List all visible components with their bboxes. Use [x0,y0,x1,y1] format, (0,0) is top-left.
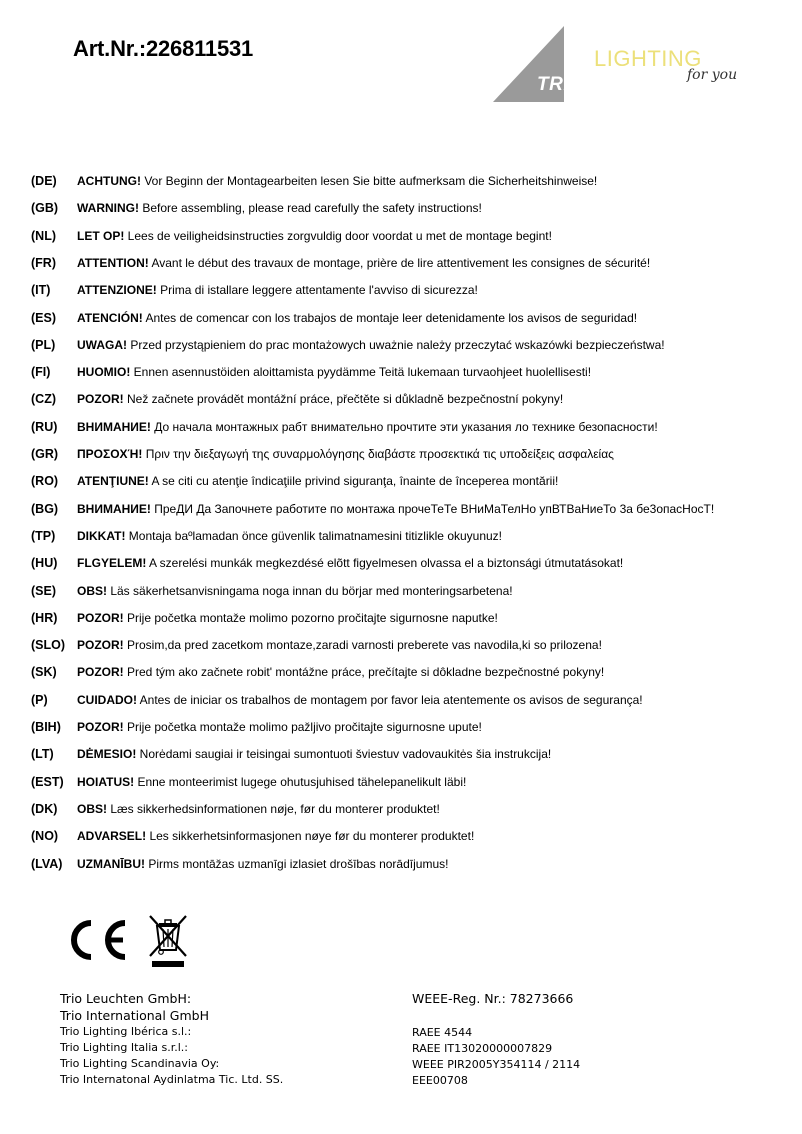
language-code: (TP) [31,528,56,543]
logo-brand: TRIO [537,74,585,95]
warning-text: Ennen asennustöiden aloittamista pyydämme Teitä lukemaan turvaohjeet huolellisesti! [130,365,592,380]
warning-keyword: DIKKAT! [77,528,126,543]
warning-keyword: POZOR! [77,720,124,734]
warning-row [0,611,802,631]
warning-message [77,447,614,461]
warning-message [77,338,665,352]
warning-text: Avant le début des travaux de montage, prière de lire attentivement les consignes de sécurité! [148,255,651,270]
language-code: (NO) [31,829,59,844]
warning-message [77,665,604,679]
warning-message [77,229,552,243]
warning-row [0,447,802,467]
warning-message [77,775,466,789]
article-number: Art.Nr.:226811531 [73,36,254,61]
warning-row [0,174,802,194]
warning-row [0,665,802,685]
language-code: (HR) [31,610,58,625]
warning-message [77,420,658,434]
warning-text: A szerelési munkák megkezdésé elõtt figyelmesen olvassa el a biztonsági útmutatásokat! [146,556,624,571]
warning-row [0,474,802,494]
warning-keyword: FLGYELEM! [77,556,147,571]
company-line: Trio Leuchten GmbH: [60,991,192,1006]
warning-keyword: ВНИМАНИЕ! [77,419,151,434]
warning-message [77,392,563,406]
warning-message [77,802,440,816]
warning-row [0,392,802,412]
warning-keyword: WARNING! [77,201,139,216]
warning-keyword: POZOR! [77,638,124,653]
company-line: Trio Internatonal Aydinlatma Tic. Ltd. SS. [60,1073,284,1086]
weee-crossed-bin-icon [148,914,188,968]
language-code: (DE) [31,174,57,188]
warning-message [77,611,498,625]
warning-row [0,829,802,849]
registration-numbers [412,990,580,1089]
warning-message [77,365,591,379]
warning-text: ПреДИ Да Започнете работите по монтажа прочеТеТе ВНиМаТелНо упВТВаНиеТо 3а бе3опасНосТ! [150,501,715,516]
warning-row [0,229,802,249]
warning-keyword: DĖMESIO! [77,747,137,762]
warning-text: Przed przystąpieniem do prac montażowych uważnie należy przeczytać wskazówki bezpieczeństwa! [127,337,665,352]
logo-tagline: for you [687,67,738,83]
warning-keyword: ATENCIÓN! [77,310,143,325]
warning-keyword: ATENŢIUNE! [77,474,149,489]
registration-line: RAEE 4544 [412,1026,473,1039]
language-code: (CZ) [31,392,56,407]
warning-text: Lees de veiligheidsinstructies zorgvuldig door voordat u met de montage begint! [124,228,552,243]
language-code: (HU) [31,556,58,571]
warning-keyword: OBS! [77,583,107,598]
warning-text: A se citi cu atenţie îndicaţiile privind siguranţa, înainte de începerea montării! [148,474,559,489]
language-code: (RU) [31,419,58,434]
warning-message [77,829,474,843]
warning-text: Læs sikkerhedsinformationen nøje, før du monterer produktet! [107,801,440,816]
trio-lighting-logo [490,26,750,106]
company-line: Trio Lighting Scandinavia Oy: [60,1057,220,1070]
warning-text: Pirms montāžas uzmanīgi izlasiet drošības norādījumus! [145,856,449,871]
registration-line: WEEE-Reg. Nr.: 78273666 [412,991,574,1006]
warning-text: До начала монтажных рабт внимательно прочтите эти указания ло технике безопасности! [150,419,658,434]
warning-keyword: ВНИМАНИЕ! [77,501,151,516]
warning-text: Les sikkerhetsinformasjonen nøye før du monterer produktet! [146,829,475,844]
language-code: (LT) [31,747,54,762]
language-code: (BG) [31,501,59,516]
language-code: (RO) [31,474,59,489]
warning-keyword: HUOMIO! [77,365,131,380]
warning-row [0,256,802,276]
language-code: (DK) [31,801,58,816]
ce-mark-icon [63,917,131,963]
warning-row [0,638,802,658]
company-line: Trio Lighting Italia s.r.l.: [60,1041,189,1054]
language-code: (ES) [31,310,56,325]
warning-row [0,502,802,522]
warning-keyword: POZOR! [77,610,124,625]
warning-text: Montaja baºlamadan önce güvenlik talimatnamesini titizlikle okuyunuz! [125,528,503,543]
registration-line: EEE00708 [412,1074,468,1087]
warning-message [77,201,482,215]
warning-row [0,720,802,740]
warning-message [77,693,643,707]
warning-row [0,584,802,604]
warning-text: Prima di istallare leggere attentamente l'avviso di sicurezza! [156,283,478,298]
warning-row [0,338,802,358]
warning-message [77,474,558,488]
registration-line: WEEE PIR2005Y354114 / 2114 [412,1058,581,1071]
warning-keyword: ATTENTION! [77,255,149,270]
warning-text: Prije početka montaže molimo pažljivo pročitajte sigurnosne upute! [123,720,482,734]
language-code: (SK) [31,665,57,680]
warning-row [0,747,802,767]
warning-text: Pred tým ako začnete robit' montážne práce, prečítajte si dôkladne bezpečnostné pokyny! [123,665,605,680]
logo-word: LIGHTING [594,46,702,71]
warning-row [0,775,802,795]
warning-keyword: POZOR! [77,392,124,407]
language-code: (PL) [31,337,56,352]
warning-text: Vor Beginn der Montagearbeiten lesen Sie bitte aufmerksam die Sicherheitshinweise! [141,174,598,188]
warning-keyword: OBS! [77,801,107,816]
warning-row [0,283,802,303]
warning-keyword: ΠΡΟΣΟΧΉ! [77,447,143,461]
warning-text: Prosim,da pred zacetkom montaze,zaradi varnosti preberete vas navodila,ki so prilozena! [123,638,602,653]
warning-message [77,584,513,598]
warning-keyword: HOIATUS! [77,774,135,789]
warning-text: Läs säkerhetsanvisningama noga innan du börjar med monteringsarbetena! [107,583,513,598]
language-code: (EST) [31,774,64,789]
warning-text: Enne monteerimist lugege ohutusjuhised tähelepanelikult läbi! [134,774,467,789]
warning-text: Πριν την διεξαγωγή της συναρμολόγησης διαβάστε προσεκτικά τις υποδείξεις ασφαλείας [142,447,614,461]
warning-keyword: POZOR! [77,665,124,680]
language-code: (GR) [31,447,59,461]
warning-row [0,311,802,331]
warning-row [0,201,802,221]
warning-row [0,420,802,440]
warning-text: Prije početka montaže molimo pozorno pročitajte sigurnosne naputke! [123,610,498,625]
warning-keyword: ADVARSEL! [77,829,147,844]
warning-message [77,256,650,270]
warning-text: Antes de iniciar os trabalhos de montagem por favor leia atentemente os avisos de segurança! [137,692,643,707]
language-code: (SLO) [31,638,66,653]
warning-row [0,556,802,576]
warning-keyword: CUIDADO! [77,692,137,707]
warning-row [0,693,802,713]
language-code: (FI) [31,365,51,380]
warning-text: Než začnete provádět montážní práce, přečtěte si důkladně bezpečnostní pokyny! [123,392,564,407]
warning-message [77,638,602,652]
warning-message [77,556,623,570]
warning-message [77,311,637,325]
warning-keyword: LET OP! [77,228,125,243]
warning-text: Before assembling, please read carefully the safety instructions! [139,201,482,216]
registration-line: RAEE IT13020000007829 [412,1042,553,1055]
warning-keyword: ATTENZIONE! [77,283,157,298]
language-code: (P) [31,692,48,707]
warning-row [0,529,802,549]
warning-row [0,857,802,877]
language-code: (BIH) [31,720,61,734]
warning-text: Norėdami saugiai ir teisingai sumontuoti šviestuv vadovaukitės šia instrukcija! [136,747,552,762]
warning-message [77,283,478,297]
warning-message [77,857,448,871]
language-code: (IT) [31,283,51,298]
company-addresses [60,990,283,1088]
warning-message [77,502,714,516]
warning-keyword: UZMANĪBU! [77,856,145,871]
warning-keyword: ACHTUNG! [77,174,141,188]
warning-row [0,802,802,822]
company-line: Trio Lighting Ibérica s.l.: [60,1025,192,1038]
warning-keyword: UWAGA! [77,337,127,352]
warning-message [77,529,502,543]
language-code: (FR) [31,255,56,270]
language-code: (LVA) [31,856,63,871]
warning-message [77,174,597,188]
warning-row [0,365,802,385]
warning-message [77,747,551,761]
warning-message [77,720,482,734]
language-code: (NL) [31,228,56,243]
warning-text: Antes de comencar con los trabajos de montaje leer detenidamente los avisos de seguridad! [142,310,638,325]
language-code: (GB) [31,201,59,216]
company-line: Trio International GmbH [60,1008,209,1023]
language-code: (SE) [31,583,56,598]
